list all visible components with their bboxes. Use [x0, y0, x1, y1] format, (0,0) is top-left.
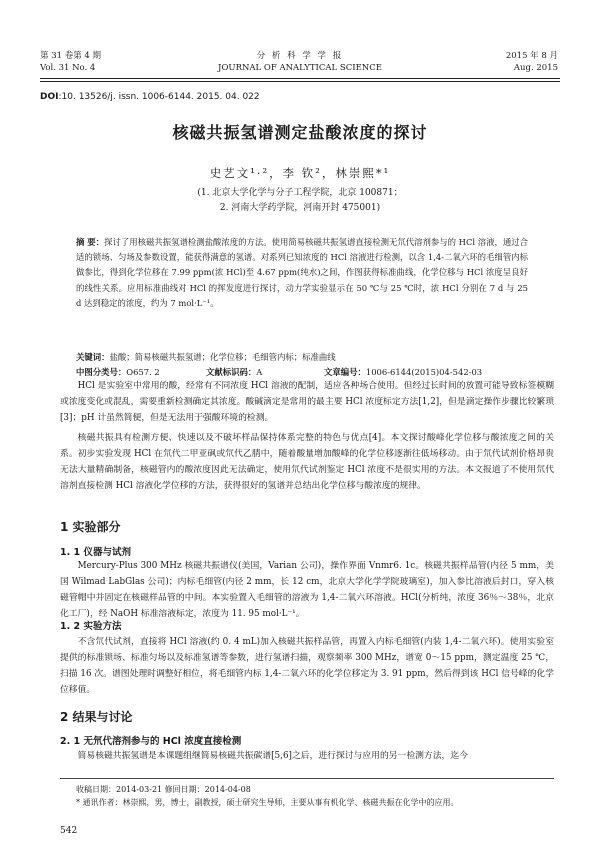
doi-label: DOI	[40, 92, 59, 102]
intro-paragraph-1: HCl 是实验室中常用的酸，经常有不同浓度 HCl 溶液的配制，适应各种场合使用。但经过长时间的放置可能导致标签模糊或浓度变化或混乱，需要重新检测确定其浓度。酸碱滴定是常用的最主要 HCl 浓度标定方法[1,2]，但是滴定操作步骤比较繁琐[3]；pH 计虽然简便，但是无法用于强酸环境的检测。	[60, 381, 554, 423]
header-date-en: Aug. 2015	[513, 63, 558, 73]
header-date-cn: 2015 年 8 月	[505, 51, 558, 61]
header-journal-en: JOURNAL OF ANALYTICAL SCIENCE	[218, 63, 382, 73]
subsection-heading-1-1: 1. 1 仪器与试剂	[60, 547, 131, 558]
header-journal	[150, 50, 450, 74]
paragraph-1-1: Mercury-Plus 300 MHz 核磁共振谱仪(美国，Varian 公司)，操作界面 Vnmr6. 1c。核磁共振样品管(内径 5 mm，美国 Wilmad LabGlas 公司)；内标毛细管(内径 2 mm，长 12 cm，北京大学化学学院玻璃室)，加入参比溶液后封口，穿入核磁管帽中并固定在核磁样品管的中间。本实验置入毛细管的溶液为 1,4-二氧六环溶液。HCl(分析纯，浓度 36％～38％，北京化工厂)，经 NaOH 标准溶液标定，浓度为 11. 95 mol·L⁻¹。	[60, 561, 554, 619]
footnote-rule	[60, 778, 554, 779]
clc-label: 中图分类号：	[76, 367, 127, 377]
header-rule-thick	[40, 78, 560, 79]
art-label: 文章编号：	[324, 367, 366, 377]
header-date	[506, 50, 558, 74]
header-volume-cn: 第 31 卷第 4 期	[40, 51, 102, 61]
affiliation-1: (1. 北京大学化学与分子工程学院，北京 100871；	[197, 188, 403, 198]
footnote-dates: 收稿日期：2014-03-21 修回日期：2014-04-08	[76, 785, 251, 794]
abstract-text: 探讨了用核磁共振氢谱检测盐酸浓度的方法。使用简易核磁共振氢谱直接检测无氘代溶剂参与的 HCl 溶液，通过合适的锁场、匀场及参数设置，能获得满意的氢谱。对系列已知浓度的 HCl 溶液进行检测，以含 1,4-二氧六环的毛细管内标做参比，得到化学位移在 7.99 ppm(浓 HCl)至 4.67 ppm(纯水)之间，作图获得标准曲线，化学位移与 HCl 浓度呈良好的线性关系。应用标准曲线对 HCl 的挥发度进行探讨，动力学实验显示在 50 ℃与 25 ℃时，浓 HCl 分别在 7 d 与 25 d 达到稳定的浓度，约为 7 mol·L⁻¹。	[76, 237, 528, 308]
subsection-heading-1-2: 1. 2 实验方法	[60, 621, 122, 632]
section-heading-1: 1 实验部分	[60, 520, 121, 534]
paragraph-1-2: 不含氘代试剂，直接将 HCl 溶液(约 0. 4 mL)加入核磁共振样品管，再置入内标毛细管(内装 1,4-二氧六环)。使用实验室提供的标准锁场、标准匀场以及标准氢谱等参数，进行氢谱扫描，观察频率 300 MHz，谱宽 0～15 ppm，测定温度 25 ℃，扫描 16 次。谱图处理时调整好相位，将毛细管内标 1,4-二氧六环的化学位移定为 3. 91 ppm，然后得到该 HCl 信号峰的化学位移值。	[60, 637, 554, 695]
section-heading-2: 2 结果与讨论	[60, 710, 133, 724]
paragraph-2-1: 简易核磁共振氢谱是本课题组继简易核磁共振碳谱[5,6]之后，进行探讨与应用的另一检测方法，迄今	[77, 751, 468, 761]
abstract-label: 摘 要：	[76, 237, 105, 247]
clc-value: O657. 2	[126, 367, 160, 377]
header-rule-thin	[40, 81, 560, 82]
author-list: 史艺文¹·²，李 钦²，林崇熙*¹	[209, 166, 391, 180]
abstract	[76, 235, 528, 311]
keywords-text: 盐酸；简易核磁共振氢谱；化学位移；毛细管内标；标准曲线	[109, 352, 336, 362]
intro-paragraph-2: 核磁共振具有检测方便、快速以及不破坏样品保持体系完整的特色与优点[4]。本文探讨酸峰化学位移与酸浓度之间的关系。初步实验发现 HCl 在氘代二甲亚砜或氘代乙腈中，随着酸量增加酸峰的化学位移逐渐往低场移动。由于氘代试剂价格昂贵无法大量精确制备，核磁管内的酸浓度因此无法确定，使用氘代试剂鉴定 HCl 浓度不是很实用的方法。本文报道了不使用氘代溶剂直接检测 HCl 溶液化学位移的方法，获得很好的氢谱并总结出化学位移与酸浓度的规律。	[60, 433, 554, 491]
paper-title: 核磁共振氢谱测定盐酸浓度的探讨	[172, 123, 428, 142]
keywords	[76, 350, 528, 365]
affiliation-2: 2. 河南大学药学院，河南开封 475001)	[219, 203, 381, 213]
doc-value: A	[256, 367, 263, 377]
keywords-label: 关键词：	[76, 352, 110, 362]
art-value: 1006-6144(2015)04-542-03	[365, 367, 483, 377]
doc-label: 文献标识码：	[206, 367, 257, 377]
subsection-heading-2-1: 2. 1 无氘代溶剂参与的 HCl 浓度直接检测	[60, 736, 242, 747]
footnote-corresponding-author: * 通讯作者：林崇熙，男，博士，副教授，硕士研究生导师，主要从事有机化学、核磁共振在化学中的应用。	[76, 798, 459, 807]
header-volume-en: Vol. 31 No. 4	[40, 63, 96, 73]
doi-value: :10. 13526/j. issn. 1006-6144. 2015. 04. 022	[58, 92, 260, 102]
header-volume	[40, 50, 101, 74]
page-number: 542	[60, 826, 78, 836]
header-journal-cn: 分 析 科 学 学 报	[256, 51, 344, 61]
doi-line	[40, 92, 260, 102]
